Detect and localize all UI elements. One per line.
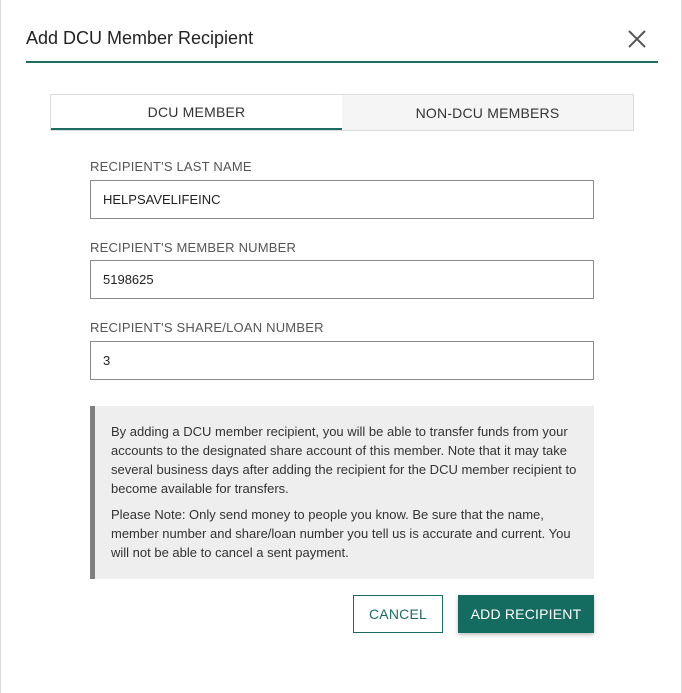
member-number-input[interactable] <box>90 260 594 299</box>
last-name-input[interactable] <box>90 180 594 219</box>
info-notice <box>90 406 594 579</box>
dialog-header <box>26 0 658 63</box>
close-button[interactable] <box>626 28 648 50</box>
recipient-type-tabs <box>50 94 634 131</box>
tab-non-dcu-members[interactable]: NON-DCU MEMBERS <box>342 95 633 130</box>
share-loan-number-input[interactable] <box>90 341 594 380</box>
info-paragraph-1: By adding a DCU member recipient, you will be able to transfer funds from your accounts to the designated share account of this member. Note that it may take several business days after adding the recipient for the DCU member recipient to become available for transfers. <box>111 424 577 496</box>
tab-dcu-member[interactable]: DCU MEMBER <box>51 95 342 130</box>
cancel-button[interactable]: CANCEL <box>353 595 443 633</box>
close-icon <box>627 29 647 49</box>
add-recipient-button[interactable]: ADD RECIPIENT <box>458 595 594 633</box>
last-name-label: RECIPIENT'S LAST NAME <box>90 159 252 174</box>
member-number-label: RECIPIENT'S MEMBER NUMBER <box>90 240 297 255</box>
info-paragraph-2: Please Note: Only send money to people you know. Be sure that the name, member number and share/loan number you tell us is accurate and current. You will not be able to cancel a sent payment. <box>111 507 571 560</box>
dialog-title: Add DCU Member Recipient <box>26 28 254 48</box>
share-loan-number-label: RECIPIENT'S SHARE/LOAN NUMBER <box>90 320 324 335</box>
